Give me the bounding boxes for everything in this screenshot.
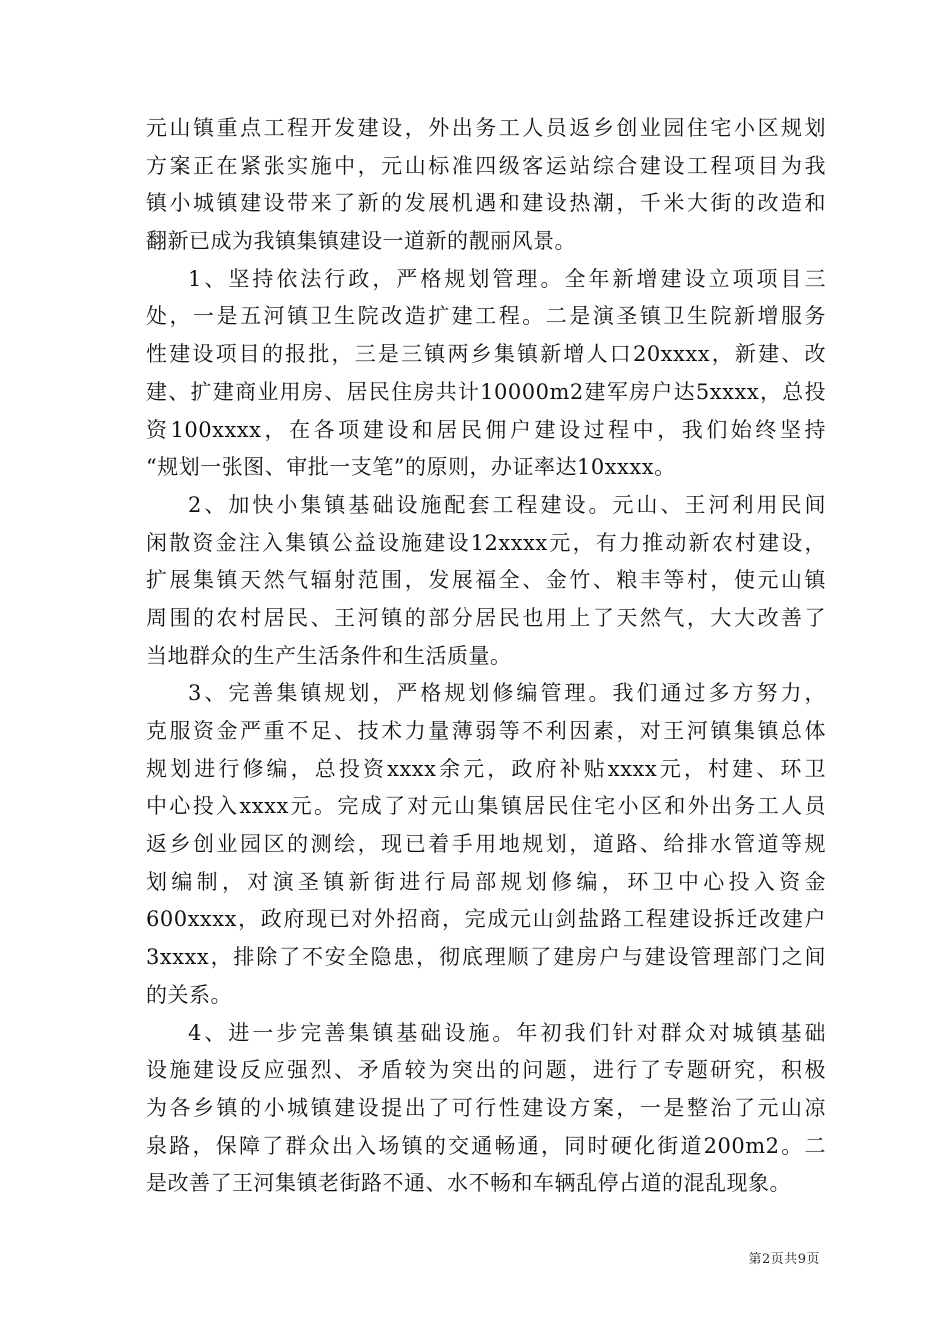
text-line: 周围的农村居民、王河镇的部分居民也用上了天然气，大大改善了: [146, 605, 826, 630]
text-line: 2、加快小集镇基础设施配套工程建设。元山、王河利用民间: [188, 492, 826, 517]
text-line: 闲散资金注入集镇公益设施建设12xxxx元，有力推动新农村建设，: [146, 530, 826, 555]
text-line: 方案正在紧张实施中，元山标准四级客运站综合建设工程项目为我: [146, 153, 826, 178]
text-line: 泉路，保障了群众出入场镇的交通畅通，同时硬化街道200m2。二: [146, 1133, 826, 1158]
text-line: 克服资金严重不足、技术力量薄弱等不利因素，对王河镇集镇总体: [146, 719, 826, 743]
text-line: 4、进一步完善集镇基础设施。年初我们针对群众对城镇基础: [188, 1020, 826, 1045]
text-line: 为各乡镇的小城镇建设提出了可行性建设方案，一是整治了元山凉: [146, 1095, 826, 1120]
text-line: 规划进行修编，总投资xxxx余元，政府补贴xxxx元，村建、环卫: [146, 756, 826, 781]
text-line: 1、坚持依法行政，严格规划管理。全年新增建设立项项目三: [188, 266, 826, 291]
text-line: 返乡创业园区的测绘，现已着手用地规划，道路、给排水管道等规: [146, 832, 826, 857]
body-text: [146, 110, 826, 1203]
text-line: 设施建设反应强烈、矛盾较为突出的问题，进行了专题研究，积极: [146, 1058, 826, 1083]
text-line: 当地群众的生产生活条件和生活质量。: [146, 643, 512, 668]
text-line: 是改善了王河集镇老街路不通、水不畅和车辆乱停占道的混乱现象。: [146, 1171, 791, 1196]
text-line: 3xxxx，排除了不安全隐患，彻底理顺了建房户与建设管理部门之间: [146, 945, 826, 970]
text-line: “规划一张图、审批一支笔”的原则，办证率达10xxxx。: [146, 455, 676, 480]
text-line: 的关系。: [146, 982, 232, 1007]
text-line: 扩展集镇天然气辐射范围，发展福全、金竹、粮丰等村，使元山镇: [146, 568, 826, 593]
text-line: 性建设项目的报批，三是三镇两乡集镇新增人口20xxxx，新建、改: [146, 342, 826, 367]
text-line: 翻新已成为我镇集镇建设一道新的靓丽风景。: [146, 229, 576, 254]
text-line: 资100xxxx，在各项建设和居民佣户建设过程中，我们始终坚持: [146, 417, 826, 442]
page-number: 第2页共9页: [748, 1252, 820, 1267]
text-line: 中心投入xxxx元。完成了对元山集镇居民住宅小区和外出务工人员: [146, 794, 826, 819]
text-line: 600xxxx，政府现已对外招商，完成元山剑盐路工程建设拆迁改建户: [146, 907, 826, 932]
text-line: 元山镇重点工程开发建设，外出务工人员返乡创业园住宅小区规划: [146, 116, 826, 140]
text-line: 3、完善集镇规划，严格规划修编管理。我们通过多方努力，: [188, 681, 826, 706]
text-line: 镇小城镇建设带来了新的发展机遇和建设热潮，千米大街的改造和: [146, 191, 826, 216]
text-line: 建、扩建商业用房、居民住房共计10000m2建军房户达5xxxx，总投: [146, 379, 826, 404]
text-line: 处，一是五河镇卫生院改造扩建工程。二是演圣镇卫生院新增服务: [146, 304, 826, 329]
text-line: 划编制，对演圣镇新街进行局部规划修编，环卫中心投入资金: [146, 869, 826, 894]
